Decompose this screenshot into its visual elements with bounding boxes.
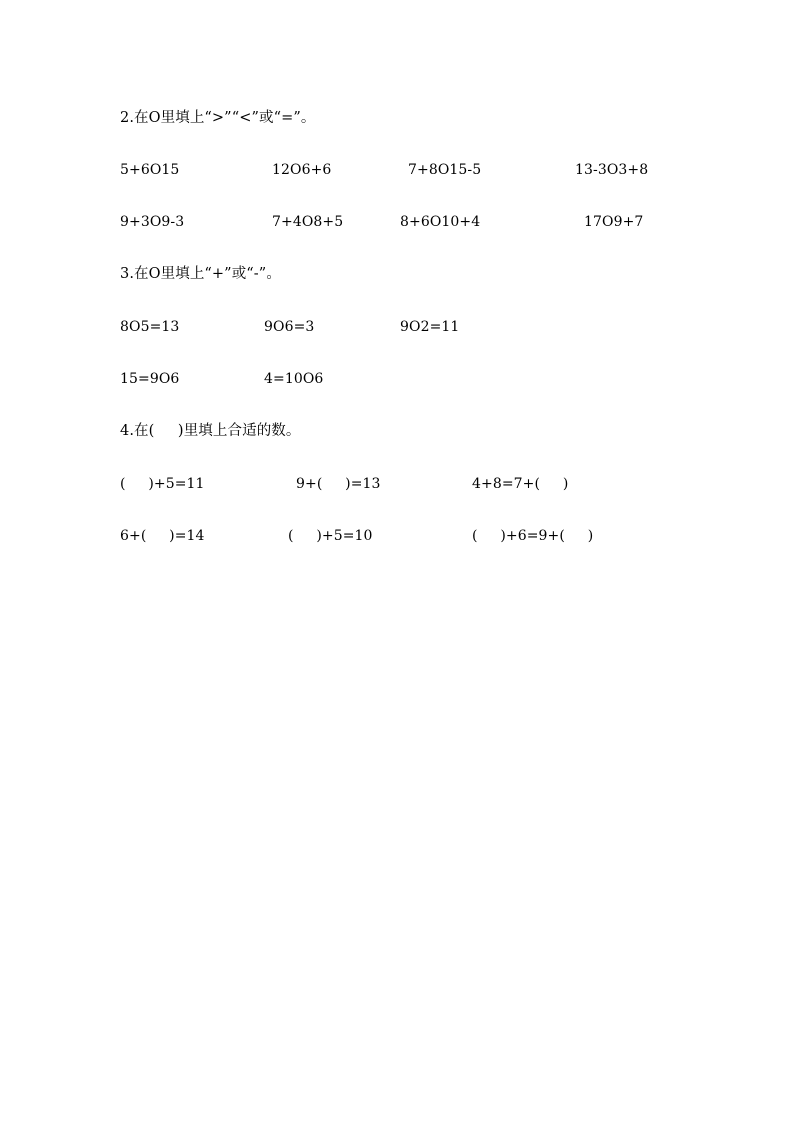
section-3-row-1: [0, 317, 794, 341]
exercise-item: 7+4O8+5: [272, 214, 344, 230]
exercise-item: 17O9+7: [584, 214, 644, 230]
section-4-row-1: [0, 474, 794, 498]
exercise-item: 9+( )=13: [296, 476, 381, 492]
exercise-item: 8O5=13: [120, 319, 180, 335]
exercise-item: 9O2=11: [400, 319, 460, 335]
exercise-item: 5+6O15: [120, 162, 180, 178]
exercise-item: 12O6+6: [272, 162, 332, 178]
section-3-row-2: [0, 369, 794, 393]
exercise-item: ( )+5=10: [288, 528, 373, 544]
exercise-item: 9O6=3: [264, 319, 315, 335]
section-2-heading: 2.在O里填上“>”“<”或“=”。: [120, 110, 316, 126]
section-3-heading: 3.在O里填上“+”或“-”。: [120, 266, 281, 282]
section-4-row-2: [0, 526, 794, 550]
exercise-item: ( )+6=9+( ): [472, 528, 594, 544]
exercise-item: 9+3O9-3: [120, 214, 185, 230]
section-4-heading: 4.在( )里填上合适的数。: [120, 423, 301, 439]
exercise-item: 7+8O15-5: [408, 162, 482, 178]
exercise-item: 13-3O3+8: [575, 162, 649, 178]
exercise-item: 4+8=7+( ): [472, 476, 569, 492]
exercise-item: 4=10O6: [264, 371, 324, 387]
exercise-item: 8+6O10+4: [400, 214, 481, 230]
exercise-item: 15=9O6: [120, 371, 180, 387]
section-4-heading-line: [0, 421, 794, 445]
section-3-heading-line: [0, 264, 794, 288]
exercise-item: 6+( )=14: [120, 528, 205, 544]
section-2-row-1: [0, 160, 794, 184]
section-2-row-2: [0, 212, 794, 236]
exercise-item: ( )+5=11: [120, 476, 205, 492]
section-2-heading-line: [0, 108, 794, 132]
